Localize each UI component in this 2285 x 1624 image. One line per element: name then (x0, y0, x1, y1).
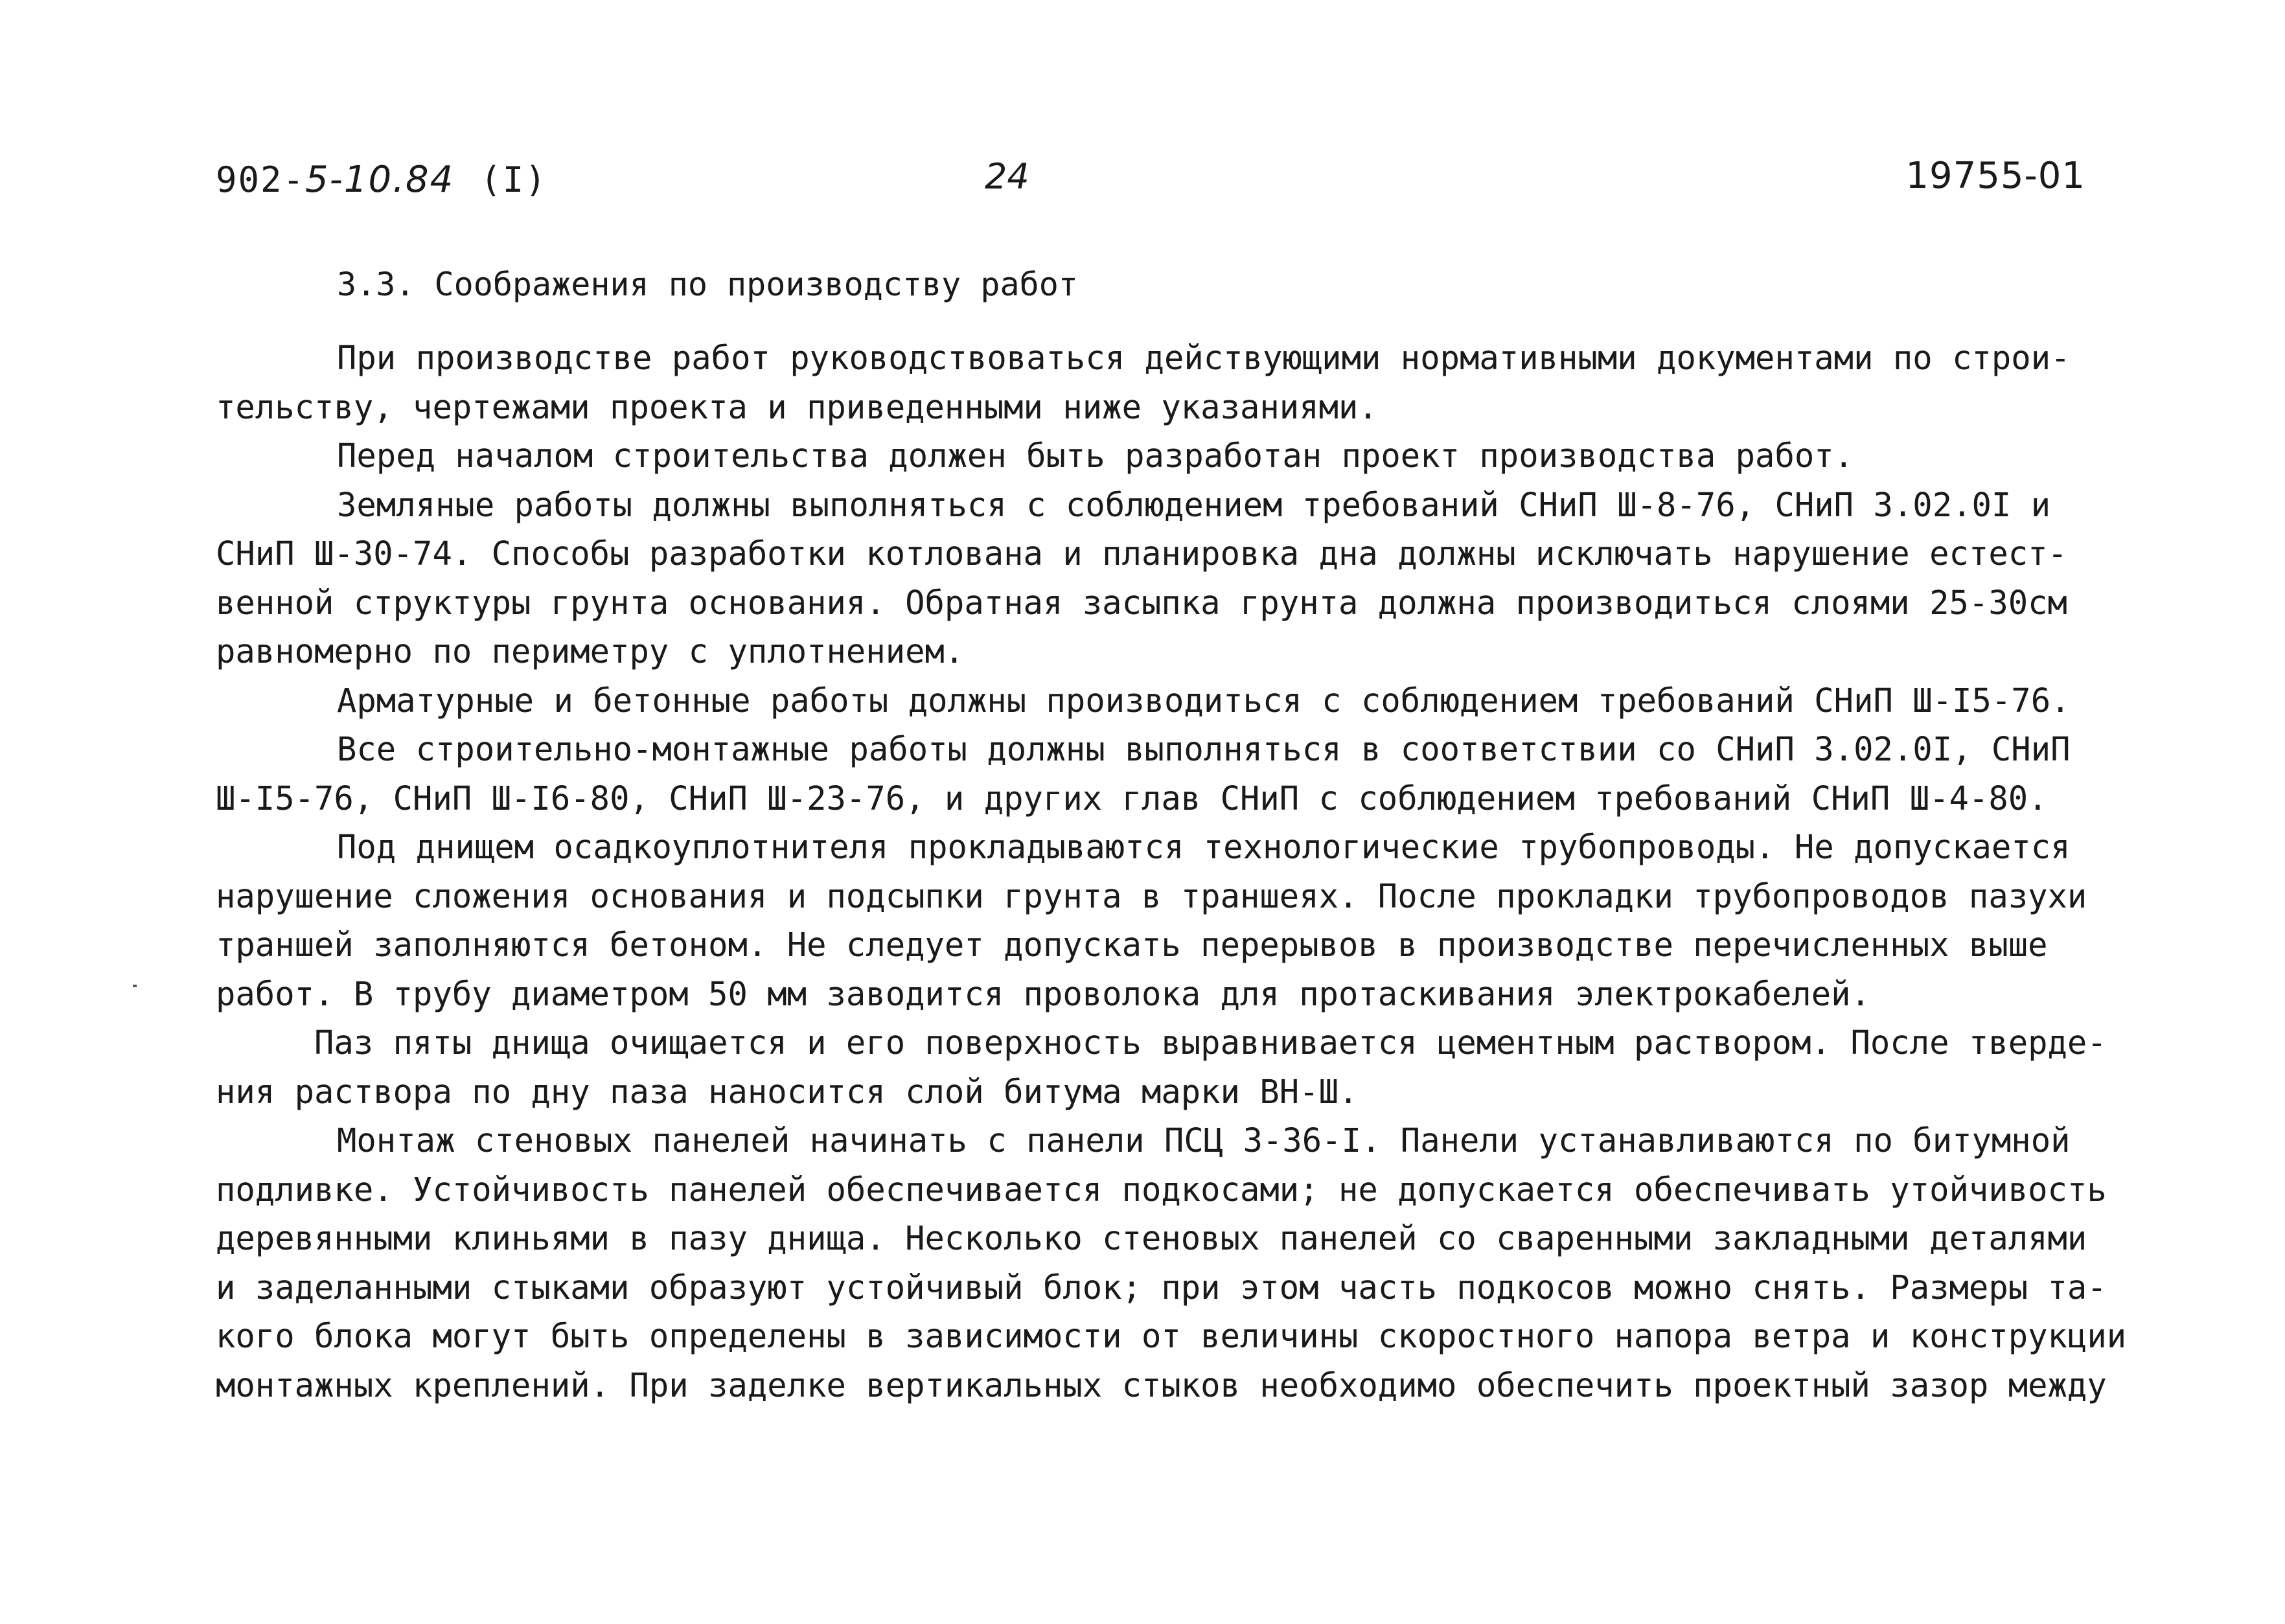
text-line: венной структуры грунта основания. Обратная засыпка грунта должна производиться слоями 25-30см (216, 583, 2067, 622)
text-line: нарушение сложения основания и подсыпки грунта в траншеях. После прокладки трубопроводов пазухи (216, 876, 2087, 915)
text-line: равномерно по периметру с уплотнением. (216, 632, 965, 670)
text-line: При производстве работ руководствоваться действующими нормативными документами по строи- (337, 339, 2071, 377)
page-number: 24 (985, 156, 1029, 197)
document-code-prefix: 902- (216, 159, 306, 200)
inventory-number: 19755-01 (1905, 155, 2085, 197)
body-text (216, 334, 2159, 1410)
text-line: траншей заполняются бетоном. Не следует допускать перерывов в производстве перечисленных выше (216, 926, 2048, 964)
text-line: Арматурные и бетонные работы должны производиться с соблюдением требований СНиП Ш-I5-76. (337, 681, 2071, 720)
document-code-handwritten: 5-10.84 (305, 159, 455, 201)
text-line: СНиП Ш-30-74. Способы разработки котлована и планировка дна должны исключать нарушение естест- (216, 534, 2067, 573)
text-line: и заделанными стыками образуют устойчивый блок; при этом часть подкосов можно снять. Размеры та- (216, 1268, 2107, 1307)
scan-speck (133, 985, 137, 987)
volume-number: (I) (480, 159, 547, 200)
text-line: Монтаж стеновых панелей начинать с панели ПСЦ 3-36-I. Панели устанавливаются по битумной (337, 1121, 2071, 1160)
document-code (216, 159, 547, 201)
text-line: Паз пяты днища очищается и его поверхность выравнивается цементным раствором. После тверде- (314, 1024, 2107, 1062)
text-line: Все строительно-монтажные работы должны выполняться в соответствии со СНиП 3.02.0I, СНиП (337, 730, 2071, 768)
text-line: монтажных креплений. При заделке вертикальных стыков необходимо обеспечить проектный зазор между (216, 1366, 2107, 1404)
text-line: Ш-I5-76, СНиП Ш-I6-80, СНиП Ш-23-76, и других глав СНиП с соблюдением требований СНиП Ш-4-80. (216, 779, 2048, 818)
text-line: ния раствора по дну паза наносится слой битума марки ВН-Ш. (216, 1072, 1359, 1111)
text-line: работ. В трубу диаметром 50 мм заводится проволока для протаскивания электрокабелей. (216, 974, 1870, 1013)
text-line: деревянными клиньями в пазу днища. Несколько стеновых панелей со сваренными закладными деталями (216, 1219, 2087, 1257)
text-line: Под днищем осадкоуплотнителя прокладываются технологические трубопроводы. Не допускается (337, 828, 2071, 866)
text-line: кого блока могут быть определены в зависимости от величины скоростного напора ветра и конструкции (216, 1317, 2127, 1355)
text-line: Перед началом строительства должен быть разработан проект производства работ. (337, 437, 1854, 475)
text-line: Земляные работы должны выполняться с соблюдением требований СНиП Ш-8-76, СНиП 3.02.0I и (337, 485, 2051, 524)
section-title: 3.3. Соображения по производству работ (337, 266, 1078, 303)
text-line: тельству, чертежами проекта и приведенными ниже указаниями. (216, 387, 1378, 426)
page-header (0, 155, 2285, 223)
text-line: подливке. Устойчивость панелей обеспечивается подкосами; не допускается обеспечивать утойчивость (216, 1170, 2107, 1209)
